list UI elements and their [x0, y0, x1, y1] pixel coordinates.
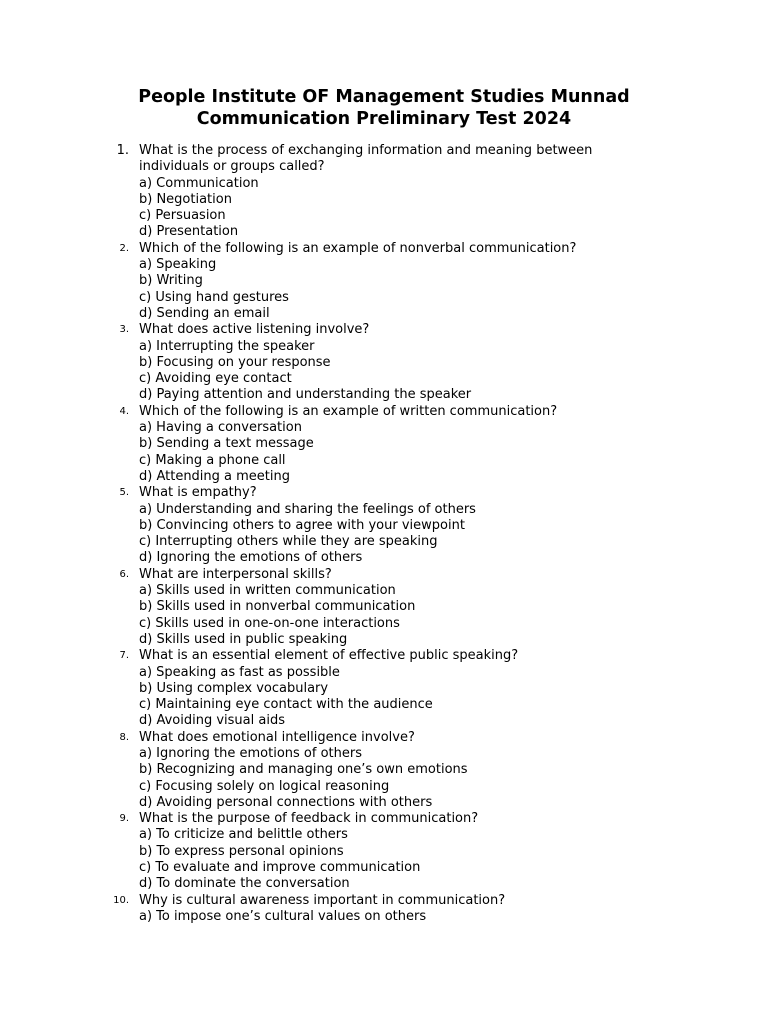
answer-option: b) Focusing on your response: [139, 354, 331, 370]
answer-option: a) Speaking: [139, 257, 217, 273]
answer-option: a) To impose one’s cultural values on others: [139, 908, 427, 924]
answer-option: d) Attending a meeting: [139, 468, 290, 484]
question-number: 1.: [116, 143, 129, 158]
question-list: [0, 143, 768, 925]
answer-option: c) To evaluate and improve communication: [139, 860, 421, 876]
question-text: individuals or groups called?: [139, 159, 325, 175]
question-number: 10.: [113, 894, 129, 906]
answer-option: a) Communication: [139, 175, 259, 191]
answer-option: d) Sending an email: [139, 305, 270, 321]
answer-option: b) Writing: [139, 273, 203, 289]
answer-option: d) Ignoring the emotions of others: [139, 550, 363, 566]
question-item: [0, 811, 768, 892]
question-text: Why is cultural awareness important in communication?: [139, 892, 506, 908]
document-title-line-2: Communication Preliminary Test 2024: [196, 109, 572, 129]
answer-option: a) Ignoring the emotions of others: [139, 745, 362, 761]
answer-option: d) Paying attention and understanding the speaker: [139, 387, 472, 403]
question-number: 9.: [119, 813, 129, 825]
question-text: Which of the following is an example of written communication?: [139, 403, 558, 419]
answer-option: b) Convincing others to agree with your viewpoint: [139, 517, 465, 533]
answer-option: b) Skills used in nonverbal communication: [139, 599, 416, 615]
answer-option: a) Skills used in written communication: [139, 583, 396, 599]
question-number: 2.: [119, 242, 129, 254]
answer-option: c) Focusing solely on logical reasoning: [139, 778, 390, 794]
answer-option: b) To express personal opinions: [139, 843, 344, 859]
answer-option: b) Using complex vocabulary: [139, 680, 329, 696]
question-item: [0, 143, 768, 241]
question-text: What does active listening involve?: [139, 322, 370, 338]
answer-option: a) To criticize and belittle others: [139, 827, 348, 843]
answer-option: b) Sending a text message: [139, 436, 314, 452]
answer-option: c) Persuasion: [139, 208, 226, 224]
question-item: [0, 241, 768, 322]
answer-option: c) Avoiding eye contact: [139, 371, 292, 387]
question-text: What is empathy?: [139, 485, 257, 501]
answer-option: c) Skills used in one-on-one interactions: [139, 615, 400, 631]
question-number: 6.: [119, 568, 129, 580]
question-text: What are interpersonal skills?: [139, 566, 332, 582]
question-number: 7.: [119, 650, 129, 662]
answer-option: c) Using hand gestures: [139, 289, 289, 305]
answer-option: d) To dominate the conversation: [139, 876, 350, 892]
answer-option: d) Avoiding visual aids: [139, 713, 285, 729]
answer-option: a) Understanding and sharing the feelings of others: [139, 501, 476, 517]
answer-option: d) Avoiding personal connections with others: [139, 794, 433, 810]
answer-option: c) Interrupting others while they are speaking: [139, 534, 438, 550]
answer-option: b) Negotiation: [139, 191, 232, 207]
answer-option: c) Maintaining eye contact with the audience: [139, 697, 433, 713]
question-item: [0, 893, 768, 926]
question-number: 4.: [119, 405, 129, 417]
question-item: [0, 485, 768, 566]
question-text: Which of the following is an example of nonverbal communication?: [139, 240, 577, 256]
question-item: [0, 648, 768, 729]
answer-option: d) Presentation: [139, 224, 239, 240]
question-text: What is the purpose of feedback in communication?: [139, 811, 479, 827]
question-number: 8.: [119, 731, 129, 743]
answer-option: b) Recognizing and managing one’s own emotions: [139, 762, 468, 778]
question-number: 5.: [119, 487, 129, 499]
question-text: What is an essential element of effective public speaking?: [139, 648, 519, 664]
question-item: [0, 322, 768, 403]
question-number: 3.: [119, 324, 129, 336]
question-text: What does emotional intelligence involve?: [139, 729, 415, 745]
question-item: [0, 567, 768, 648]
question-item: [0, 404, 768, 485]
answer-option: a) Interrupting the speaker: [139, 338, 315, 354]
question-item: [0, 730, 768, 811]
document-title-line-1: People Institute OF Management Studies Munnad: [138, 87, 630, 107]
answer-option: a) Speaking as fast as possible: [139, 664, 340, 680]
question-text: What is the process of exchanging information and meaning between: [139, 143, 593, 158]
answer-option: c) Making a phone call: [139, 452, 286, 468]
answer-option: d) Skills used in public speaking: [139, 631, 348, 647]
answer-option: a) Having a conversation: [139, 420, 302, 436]
